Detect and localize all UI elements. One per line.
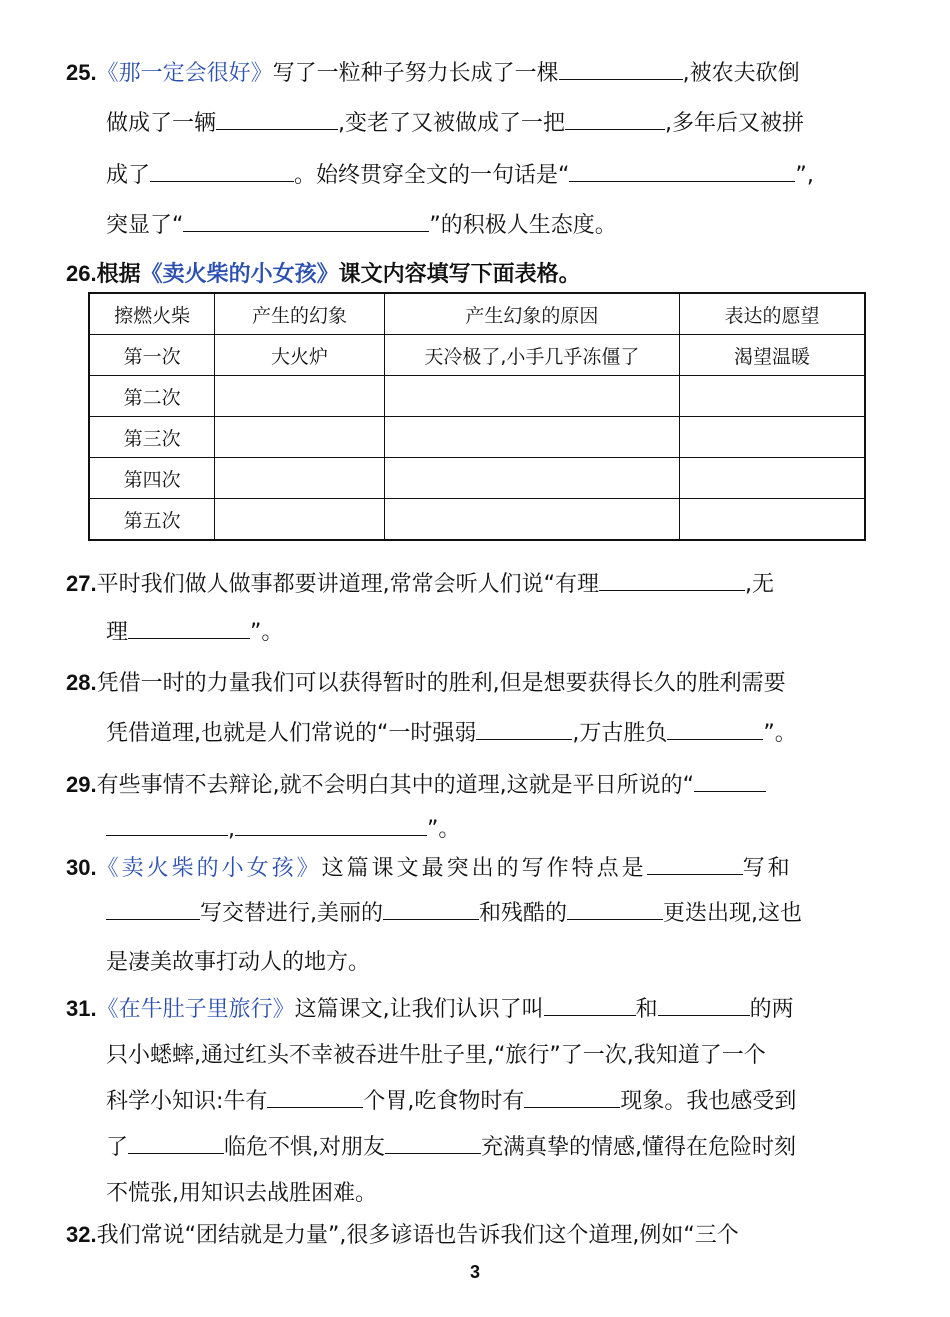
q31-text: 的两 (749, 997, 794, 1022)
table-row (89, 458, 865, 499)
table-cell-blank[interactable] (384, 417, 679, 458)
q31-line-2 (106, 1038, 766, 1069)
table-cell: 第五次 (89, 499, 215, 541)
q29-text: ”。 (427, 817, 461, 842)
q30-blank-4[interactable] (567, 899, 663, 920)
q31-blank-6[interactable] (385, 1133, 481, 1154)
q30-number: 30. (66, 855, 97, 880)
q27-number: 27. (66, 571, 97, 596)
q29-line-2 (106, 812, 460, 843)
q25-number: 25. (66, 60, 97, 85)
q25-text: 。始终贯穿全文的一句话是“ (294, 163, 570, 188)
q30-line-2 (106, 896, 802, 927)
q29-blank-1a[interactable] (694, 771, 766, 792)
q31-text: 了 (106, 1135, 129, 1160)
q32-number: 32. (66, 1222, 97, 1247)
q25-text: 写了一粒种子努力长成了一棵 (272, 61, 559, 86)
q31-line-5 (106, 1176, 377, 1207)
q30-text: 这篇课文最突出的写作特点是 (321, 856, 647, 881)
q31-blank-1[interactable] (544, 995, 636, 1016)
q31-text: 不慌张,用知识去战胜困难。 (106, 1181, 377, 1206)
q29-line-1 (66, 768, 766, 799)
table-header-cell: 擦燃火柴 (89, 293, 215, 335)
q31-text: 现象。我也感受到 (620, 1089, 797, 1114)
q28-text: ,万古胜负 (572, 721, 668, 746)
q28-text: 凭借道理,也就是人们常说的“一时强弱 (106, 721, 477, 746)
q31-text: 充满真挚的情感,懂得在危险时刻 (481, 1135, 797, 1160)
q30-blank-1[interactable] (647, 854, 743, 875)
match-table (88, 292, 866, 541)
q31-text: 临危不惧,对朋友 (224, 1135, 386, 1160)
table-cell-blank[interactable] (215, 376, 385, 417)
q29-text: 有些事情不去辩论,就不会明白其中的道理,这就是平日所说的“ (96, 773, 694, 798)
table-cell-blank[interactable] (215, 499, 385, 541)
q30-line-3 (106, 945, 370, 976)
q30-text: 和残酷的 (479, 901, 568, 926)
q28-blank-2[interactable] (667, 719, 763, 740)
q31-text: 科学小知识:牛有 (106, 1089, 268, 1114)
table-row (89, 335, 865, 376)
q25-blank-6[interactable] (183, 211, 429, 232)
q29-number: 29. (66, 772, 97, 797)
table-row (89, 417, 865, 458)
q29-blank-1b[interactable] (106, 815, 228, 836)
q31-line-4 (106, 1130, 796, 1161)
table-cell: 第四次 (89, 458, 215, 499)
q29-text: , (228, 817, 235, 842)
q30-blank-3[interactable] (383, 899, 479, 920)
q25-line-3 (106, 158, 814, 189)
q31-blank-2[interactable] (658, 995, 750, 1016)
q25-blank-1[interactable] (559, 59, 683, 80)
q25-text: 成了 (106, 163, 151, 188)
table-cell: 渴望温暖 (679, 335, 865, 376)
page-number: 3 (469, 1262, 480, 1282)
q28-blank-1[interactable] (476, 719, 572, 740)
table-row (89, 376, 865, 417)
table-cell-blank[interactable] (679, 499, 865, 541)
q31-blank-4[interactable] (524, 1087, 620, 1108)
table-cell: 大火炉 (215, 335, 385, 376)
q25-text: 做成了一辆 (106, 111, 217, 136)
q25-line-4 (106, 208, 617, 239)
q30-line-1 (66, 851, 793, 882)
table-header-cell: 产生幻象的原因 (384, 293, 679, 335)
q29-blank-2[interactable] (235, 815, 427, 836)
q26-lesson-title: 《卖火柴的小女孩》 (140, 262, 339, 287)
q27-blank-1[interactable] (599, 570, 745, 591)
q30-lesson-title: 《卖火柴的小女孩》 (96, 856, 322, 881)
table-cell-blank[interactable] (384, 458, 679, 499)
table-cell-blank[interactable] (679, 417, 865, 458)
q28-line-2 (106, 716, 797, 747)
table-cell: 第三次 (89, 417, 215, 458)
q26-line-1 (66, 257, 581, 288)
q30-text: 写和 (742, 856, 793, 881)
q27-line-1 (66, 567, 774, 598)
q31-text: 这篇课文,让我们认识了叫 (294, 997, 544, 1022)
table-cell: 第一次 (89, 335, 215, 376)
q25-blank-2[interactable] (216, 109, 338, 130)
q28-text: ”。 (763, 721, 797, 746)
q25-text: 突显了“ (106, 213, 184, 238)
table-row (89, 499, 865, 541)
q25-line-2 (106, 106, 804, 137)
q25-text: ,变老了又被做成了一把 (338, 111, 566, 136)
table-cell-blank[interactable] (384, 499, 679, 541)
q26-number: 26. (66, 261, 97, 286)
q31-lesson-title: 《在牛肚子里旅行》 (96, 997, 295, 1022)
q28-number: 28. (66, 670, 97, 695)
q25-line-1 (66, 56, 800, 87)
q25-blank-3[interactable] (565, 109, 665, 130)
table-cell: 天冷极了,小手几乎冻僵了 (384, 335, 679, 376)
table-cell-blank[interactable] (679, 458, 865, 499)
q25-text: ”的积极人生态度。 (429, 213, 617, 238)
q28-line-1 (66, 666, 786, 697)
q25-blank-5[interactable] (569, 161, 795, 182)
q25-lesson-title: 《那一定会很好》 (96, 61, 273, 86)
q27-text: 理 (106, 620, 129, 645)
table-cell-blank[interactable] (679, 376, 865, 417)
q25-text: ,被农夫砍倒 (682, 61, 800, 86)
table-header-cell: 产生的幻象 (215, 293, 385, 335)
q31-line-3 (106, 1084, 796, 1115)
q25-text: ,多年后又被拼 (665, 111, 805, 136)
q27-text: 平时我们做人做事都要讲道理,常常会听人们说“有理 (96, 572, 599, 597)
q31-text: 和 (635, 997, 658, 1022)
q31-text: 只小蟋蟀,通过红头不幸被吞进牛肚子里,“旅行”了一次,我知道了一个 (106, 1043, 766, 1068)
q26-text: 根据 (96, 262, 141, 287)
q30-text: 更迭出现,这也 (663, 901, 803, 926)
q27-text: ,无 (745, 572, 774, 597)
q31-text: 个胃,吃食物时有 (363, 1089, 525, 1114)
q30-blank-2[interactable] (106, 899, 200, 920)
table-header-cell: 表达的愿望 (679, 293, 865, 335)
q27-blank-2[interactable] (128, 618, 250, 639)
table-header-row (89, 293, 865, 335)
table-cell: 第二次 (89, 376, 215, 417)
table-cell-blank[interactable] (215, 417, 385, 458)
q30-text: 是凄美故事打动人的地方。 (106, 950, 371, 975)
q32-line-1 (66, 1218, 739, 1249)
q27-line-2 (106, 615, 283, 646)
q30-text: 写交替进行,美丽的 (200, 901, 383, 926)
q31-number: 31. (66, 996, 97, 1021)
q32-text: 我们常说“团结就是力量”,很多谚语也告诉我们这个道理,例如“三个 (96, 1223, 739, 1248)
q26-text: 课文内容填写下面表格。 (338, 262, 581, 287)
table-cell-blank[interactable] (215, 458, 385, 499)
q27-text: ”。 (250, 620, 284, 645)
q28-text: 凭借一时的力量我们可以获得暂时的胜利,但是想要获得长久的胜利需要 (96, 671, 786, 696)
q25-text: ”, (795, 163, 814, 188)
q31-line-1 (66, 992, 794, 1023)
table-cell-blank[interactable] (384, 376, 679, 417)
q31-blank-5[interactable] (128, 1133, 224, 1154)
q25-blank-4[interactable] (150, 161, 294, 182)
q31-blank-3[interactable] (267, 1087, 363, 1108)
